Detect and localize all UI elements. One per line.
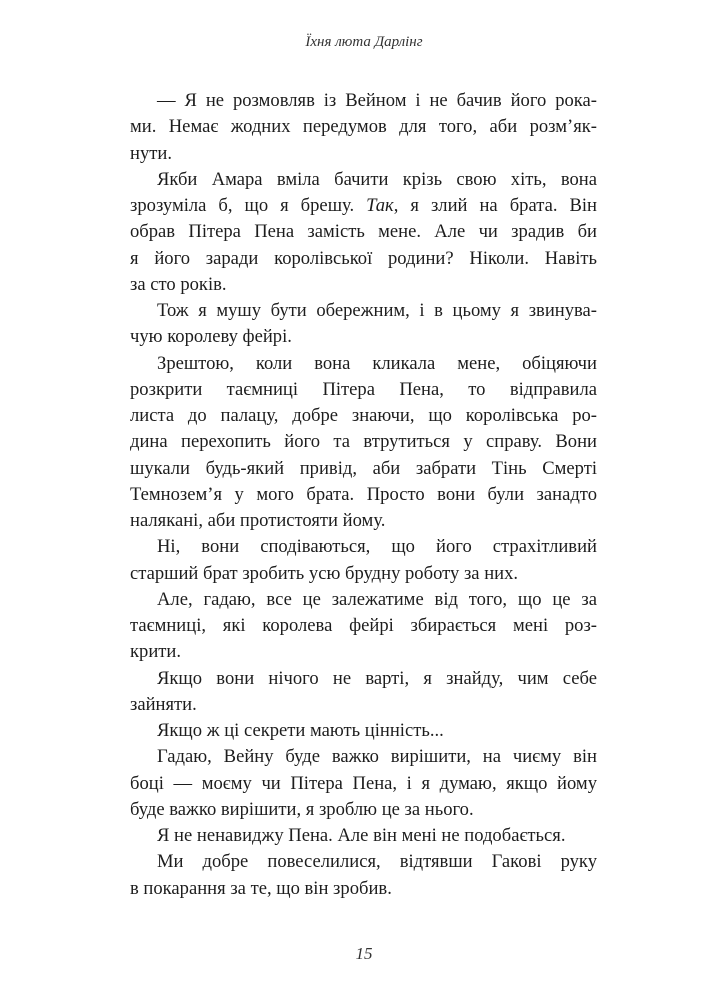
paragraph [130,298,597,351]
text-line: крити. [130,641,182,663]
body-text [130,88,597,902]
text-line: розкрити таємниці Пітера Пена, то відправила [130,378,597,400]
page-number: 15 [355,944,373,963]
text-line: Ми добре повеселилися, відтявши Гакові руку [157,851,597,873]
text-line: обрав Пітера Пена замість мене. Але чи зрадив би [130,221,597,243]
text-line: Але, гадаю, все це залежатиме від того, що це за [157,588,597,610]
paragraph [130,88,597,167]
text-line: буде важко вирішити, я зроблю це за нього. [130,798,474,820]
text-line: ми. Немає жодних передумов для того, аби розм’як- [130,116,597,138]
text-segment: , я злий на брата. Він [393,195,597,216]
text-line: я його заради королівської родини? Ніколи. Навіть [130,247,597,269]
text-line: листа до палацу, добре знаючи, що королівська ро- [130,405,597,426]
paragraph [130,167,597,298]
text-line [130,193,597,219]
text-line: налякані, аби протистояти йому. [130,510,386,531]
text-line: боці — моєму чи Пітера Пена, і я думаю, якщо йому [130,772,597,794]
text-line: Якщо вони нічого не варті, я знайду, чим себе [157,667,597,689]
text-line: старший брат зробить усю брудну роботу за них. [130,562,519,584]
text-line: Я не ненавиджу Пена. Але він мені не подобається. [157,825,566,846]
text-line: дина перехопить його та втрутиться у справу. Вони [130,431,597,453]
text-line: нути. [130,142,172,164]
text-line: Ні, вони сподіваються, що його страхітливий [157,536,597,558]
text-line: Якби Амара вміла бачити крізь свою хіть, вона [157,168,597,190]
text-line: таємниці, які королева фейрі збирається мені роз- [130,615,597,636]
text-line: чую королеву фейрі. [130,326,292,348]
paragraph [130,823,597,849]
text-line: — Я не розмовляв із Вейном і не бачив його рока- [157,90,597,111]
paragraph [130,744,597,823]
text-line: Гадаю, Вейну буде важко вирішити, на чиєму він [157,746,597,768]
paragraph [130,587,597,666]
text-line: зайняти. [130,693,197,715]
text-line: Тож я мушу бути обережним, і в цьому я звинува- [157,300,597,321]
text-line: Якщо ж ці секрети мають цінність... [157,720,444,741]
text-line: шукали будь-який привід, аби забрати Тінь Смерті [130,457,597,479]
paragraph [130,718,597,744]
text-line: Зрештою, коли вона кликала мене, обіцяючи [157,352,597,374]
text-line: в покарання за те, що він зробив. [130,877,392,899]
paragraph [130,351,597,535]
text-line: Темнозем’я у мого брата. Просто вони були занадто [130,483,597,505]
paragraph [130,666,597,719]
italic-text: Так [366,195,394,216]
paragraph [130,849,597,902]
text-segment: зрозуміла б, що я брешу. [130,195,367,216]
running-header: Їхня люта Дарлінг [305,34,423,50]
text-line: за сто років. [130,273,227,295]
paragraph [130,534,597,587]
